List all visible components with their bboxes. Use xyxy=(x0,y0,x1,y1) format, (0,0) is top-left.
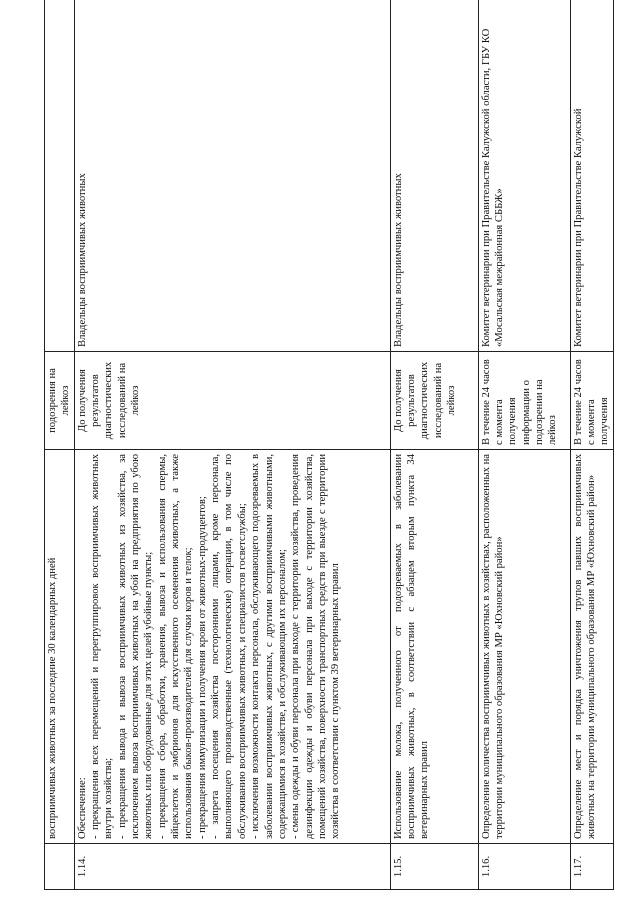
responsible-cell: Владельцы восприимчивых животных xyxy=(390,0,478,352)
term-cell: До получения результатов диагностических исследований на лейкоз xyxy=(74,352,390,450)
row-number-cell: 1.14. xyxy=(74,844,390,890)
measure-item: - прекращения всех перемещений и перегруппировок восприимчивых животных внутри хозяйства; xyxy=(90,454,115,839)
measure-cell: Определение мест и порядка уничтожения трупов павших восприимчивых животных на территории муниципального образования МР «Юхновский район» xyxy=(570,450,613,844)
row-number-cell: 1.17. xyxy=(570,844,613,890)
table-row-continued xyxy=(45,0,75,890)
measure-cell xyxy=(74,450,390,844)
measure-item: - прекращения вывода и вывоза восприимчивых животных из хозяйства, за исключением вывоза восприимчивых животных на убой на предприятия по убою животных или оборудованные для этих целей убойные пункты; xyxy=(116,454,155,839)
term-cell: В течение 24 часов с момента получения информации о подозрении на лейкоз xyxy=(478,352,570,450)
row-number-cell xyxy=(45,844,75,890)
measure-item: - прекращения сбора, обработки, хранения, вывоза и использования спермы, яйцеклеток и эмбрионов для искусственного осеменения животных, а также использования быков-производителей для случки коров и телок; xyxy=(156,454,195,839)
term-cell: До получения результатов диагностических исследований на лейкоз xyxy=(390,352,478,450)
table-row xyxy=(570,0,613,890)
measure-item: - смены одежды и обуви персонала при выходе с территории хозяйства, проведения дезинфекции одежды и обуви персонала при выходе с территории хозяйства, помещений хозяйства, поверхности транспортных средств при выезде с территории хозяйства в соответствии с пунктом 39 ветеринарных правил xyxy=(290,454,342,839)
responsible-cell: Владельцы восприимчивых животных xyxy=(74,0,390,352)
measure-intro: Обеспечение: xyxy=(76,777,88,839)
table-row xyxy=(74,0,390,890)
measure-item: - исключения возможности контакта персонала, обслуживающего подозреваемых в заболевании восприимчивых животных, с другими восприимчивыми животными, содержащимися в хозяйстве, и обслуживающим их персоналом; xyxy=(250,454,288,839)
measure-item: - прекращения иммунизации и получения крови от животных-продуцентов; xyxy=(196,496,208,839)
table-row xyxy=(390,0,478,890)
responsible-cell: Комитет ветеринарии при Правительстве Калужской xyxy=(570,0,613,352)
row-number-cell: 1.15. xyxy=(390,844,478,890)
responsible-cell: Комитет ветеринарии при Правительстве Калужской области, ГБУ КО «Мосальская межрайонная СББЖ» xyxy=(478,0,570,352)
measure-cell: восприимчивых животных за последние 30 календарных дней xyxy=(45,450,75,844)
responsible-cell xyxy=(45,0,75,352)
measure-cell: Определение количества восприимчивых животных в хозяйствах, расположенных на территории муниципального образования МР «Юхновский район» xyxy=(478,450,570,844)
term-cell: В течение 24 часов с момента получения xyxy=(570,352,613,450)
measure-item: - запрета посещения хозяйства посторонними лицами, кроме персонала, выполняющего производственные (технологические) операции, в том числе по обслуживанию восприимчивых животных, и специалистов госветслужбы; xyxy=(210,454,248,839)
table-row xyxy=(478,0,570,890)
row-number-cell: 1.16. xyxy=(478,844,570,890)
measure-cell: Использование молока, полученного от подозреваемых в заболевании восприимчивых животных, в соответствии с абзацем вторым пункта 34 ветеринарных правил xyxy=(390,450,478,844)
measures-table xyxy=(44,0,614,890)
term-cell: подозрения на лейкоз xyxy=(45,352,75,450)
